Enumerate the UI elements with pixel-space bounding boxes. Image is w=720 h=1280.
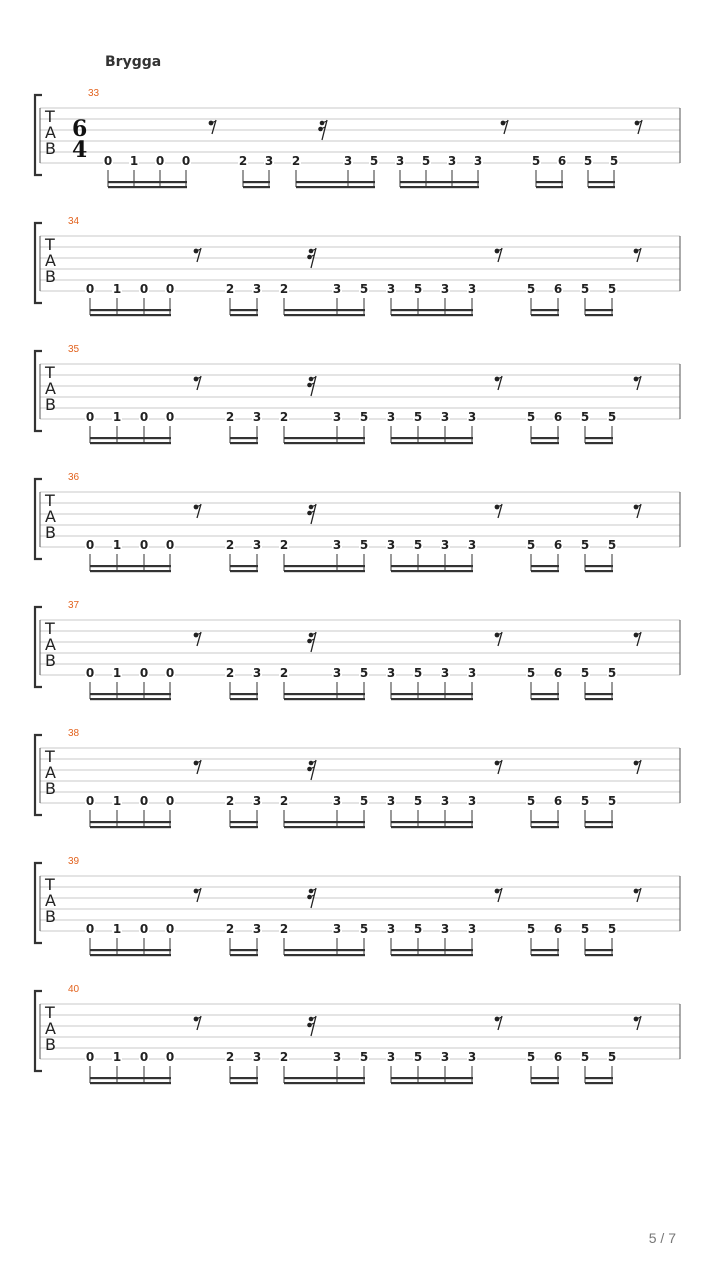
fret-number: 3 bbox=[467, 666, 477, 680]
fret-number: 0 bbox=[155, 154, 165, 168]
beam bbox=[531, 442, 559, 444]
fret-number: 0 bbox=[165, 794, 175, 808]
measure-number: 39 bbox=[68, 856, 80, 867]
fret-number: 3 bbox=[467, 282, 477, 296]
tab-clef-letter: A bbox=[45, 763, 56, 782]
fret-number: 3 bbox=[386, 666, 396, 680]
beam bbox=[391, 565, 473, 567]
beam bbox=[391, 570, 473, 572]
section-title: Brygga bbox=[105, 54, 162, 70]
fret-number: 0 bbox=[85, 922, 95, 936]
beam bbox=[284, 570, 365, 572]
fret-number: 5 bbox=[413, 794, 423, 808]
fret-number: 5 bbox=[609, 154, 619, 168]
fret-number: 5 bbox=[359, 282, 369, 296]
fret-number: 5 bbox=[607, 794, 617, 808]
fret-number: 5 bbox=[359, 794, 369, 808]
fret-number: 0 bbox=[165, 666, 175, 680]
beam bbox=[108, 181, 187, 183]
fret-number: 5 bbox=[413, 410, 423, 424]
beam bbox=[531, 826, 559, 828]
tab-clef-letter: T bbox=[45, 491, 55, 510]
beam bbox=[230, 698, 258, 700]
beam bbox=[585, 1077, 613, 1079]
fret-number: 5 bbox=[526, 1050, 536, 1064]
tab-clef-letter: A bbox=[45, 251, 56, 270]
fret-number: 5 bbox=[580, 794, 590, 808]
fret-number: 2 bbox=[225, 666, 235, 680]
fret-number: 3 bbox=[440, 794, 450, 808]
beam bbox=[531, 309, 559, 311]
tab-clef-letter: B bbox=[45, 139, 56, 158]
measure-number: 33 bbox=[88, 88, 100, 99]
fret-number: 3 bbox=[332, 282, 342, 296]
tab-clef-letter: T bbox=[45, 107, 55, 126]
fret-number: 0 bbox=[85, 666, 95, 680]
measure-number: 34 bbox=[68, 216, 80, 227]
fret-number: 0 bbox=[103, 154, 113, 168]
fret-number: 3 bbox=[252, 410, 262, 424]
beam bbox=[531, 693, 559, 695]
fret-number: 0 bbox=[165, 282, 175, 296]
beam bbox=[531, 821, 559, 823]
measure-number: 38 bbox=[68, 728, 80, 739]
fret-number: 3 bbox=[395, 154, 405, 168]
beam bbox=[230, 309, 258, 311]
beam bbox=[90, 314, 171, 316]
beam bbox=[585, 826, 613, 828]
beam bbox=[230, 1082, 258, 1084]
beam bbox=[391, 949, 473, 951]
measure-number: 35 bbox=[68, 344, 80, 355]
fret-number: 1 bbox=[112, 666, 122, 680]
fret-number: 0 bbox=[85, 282, 95, 296]
beam bbox=[90, 821, 171, 823]
fret-number: 3 bbox=[386, 1050, 396, 1064]
beam bbox=[585, 821, 613, 823]
beam bbox=[531, 565, 559, 567]
tab-clef-letter: A bbox=[45, 891, 56, 910]
fret-number: 3 bbox=[332, 794, 342, 808]
fret-number: 1 bbox=[129, 154, 139, 168]
fret-number: 3 bbox=[252, 922, 262, 936]
beam bbox=[391, 314, 473, 316]
tab-clef-letter: T bbox=[45, 875, 55, 894]
fret-number: 3 bbox=[440, 282, 450, 296]
fret-number: 5 bbox=[580, 282, 590, 296]
beam bbox=[585, 437, 613, 439]
fret-number: 3 bbox=[386, 538, 396, 552]
beam bbox=[90, 949, 171, 951]
fret-number: 1 bbox=[112, 410, 122, 424]
fret-number: 5 bbox=[526, 282, 536, 296]
fret-number: 5 bbox=[359, 922, 369, 936]
fret-number: 5 bbox=[526, 922, 536, 936]
beam bbox=[400, 186, 479, 188]
fret-number: 2 bbox=[225, 1050, 235, 1064]
fret-number: 5 bbox=[413, 538, 423, 552]
beam bbox=[536, 181, 563, 183]
beam bbox=[90, 826, 171, 828]
fret-number: 5 bbox=[359, 1050, 369, 1064]
fret-number: 2 bbox=[225, 922, 235, 936]
beam bbox=[90, 1077, 171, 1079]
beam bbox=[391, 309, 473, 311]
fret-number: 3 bbox=[386, 922, 396, 936]
beam bbox=[284, 314, 365, 316]
fret-number: 5 bbox=[607, 1050, 617, 1064]
beam bbox=[230, 1077, 258, 1079]
fret-number: 3 bbox=[473, 154, 483, 168]
beam bbox=[284, 821, 365, 823]
beam bbox=[230, 442, 258, 444]
beam bbox=[284, 309, 365, 311]
beam bbox=[585, 949, 613, 951]
fret-number: 1 bbox=[112, 538, 122, 552]
fret-number: 6 bbox=[553, 282, 563, 296]
fret-number: 0 bbox=[139, 1050, 149, 1064]
fret-number: 1 bbox=[112, 282, 122, 296]
fret-number: 5 bbox=[526, 794, 536, 808]
fret-number: 5 bbox=[526, 410, 536, 424]
fret-number: 3 bbox=[467, 538, 477, 552]
fret-number: 1 bbox=[112, 922, 122, 936]
beam bbox=[230, 826, 258, 828]
beam bbox=[588, 181, 615, 183]
beam bbox=[585, 442, 613, 444]
beam bbox=[585, 698, 613, 700]
beam bbox=[391, 1082, 473, 1084]
fret-number: 3 bbox=[447, 154, 457, 168]
fret-number: 3 bbox=[332, 410, 342, 424]
beam bbox=[90, 698, 171, 700]
fret-number: 5 bbox=[580, 538, 590, 552]
beam bbox=[230, 693, 258, 695]
beam bbox=[585, 1082, 613, 1084]
fret-number: 0 bbox=[139, 794, 149, 808]
fret-number: 2 bbox=[279, 410, 289, 424]
fret-number: 2 bbox=[279, 666, 289, 680]
beam bbox=[531, 1077, 559, 1079]
fret-number: 3 bbox=[440, 538, 450, 552]
tab-clef-letter: A bbox=[45, 507, 56, 526]
tab-clef-letter: B bbox=[45, 779, 56, 798]
beam bbox=[391, 442, 473, 444]
fret-number: 2 bbox=[279, 922, 289, 936]
fret-number: 5 bbox=[359, 666, 369, 680]
fret-number: 2 bbox=[279, 1050, 289, 1064]
beam bbox=[284, 949, 365, 951]
beam bbox=[531, 1082, 559, 1084]
fret-number: 2 bbox=[225, 410, 235, 424]
beam bbox=[90, 442, 171, 444]
tab-clef-letter: A bbox=[45, 635, 56, 654]
beam bbox=[391, 693, 473, 695]
fret-number: 5 bbox=[413, 666, 423, 680]
fret-number: 5 bbox=[531, 154, 541, 168]
beam bbox=[585, 565, 613, 567]
beam bbox=[90, 309, 171, 311]
beam bbox=[400, 181, 479, 183]
beam bbox=[391, 437, 473, 439]
fret-number: 0 bbox=[165, 922, 175, 936]
beam bbox=[585, 314, 613, 316]
fret-number: 3 bbox=[332, 666, 342, 680]
tab-clef-letter: B bbox=[45, 523, 56, 542]
fret-number: 5 bbox=[607, 410, 617, 424]
fret-number: 6 bbox=[553, 794, 563, 808]
beam bbox=[536, 186, 563, 188]
beam bbox=[585, 954, 613, 956]
beam bbox=[531, 570, 559, 572]
fret-number: 5 bbox=[607, 538, 617, 552]
fret-number: 2 bbox=[291, 154, 301, 168]
fret-number: 5 bbox=[607, 666, 617, 680]
beam bbox=[90, 1082, 171, 1084]
tab-clef-letter: A bbox=[45, 1019, 56, 1038]
beam bbox=[284, 1077, 365, 1079]
fret-number: 5 bbox=[526, 538, 536, 552]
beam bbox=[90, 565, 171, 567]
fret-number: 3 bbox=[386, 282, 396, 296]
fret-number: 0 bbox=[85, 410, 95, 424]
beam bbox=[230, 954, 258, 956]
fret-number: 3 bbox=[467, 922, 477, 936]
tab-clef-letter: T bbox=[45, 619, 55, 638]
beam bbox=[391, 1077, 473, 1079]
beam bbox=[585, 693, 613, 695]
measure-number: 37 bbox=[68, 600, 80, 611]
fret-number: 5 bbox=[580, 922, 590, 936]
fret-number: 0 bbox=[85, 794, 95, 808]
fret-number: 5 bbox=[359, 410, 369, 424]
beam bbox=[588, 186, 615, 188]
fret-number: 3 bbox=[467, 410, 477, 424]
fret-number: 5 bbox=[359, 538, 369, 552]
fret-number: 3 bbox=[332, 922, 342, 936]
tab-clef-letter: B bbox=[45, 395, 56, 414]
fret-number: 0 bbox=[139, 666, 149, 680]
time-signature-top: 6 bbox=[72, 116, 88, 142]
fret-number: 3 bbox=[252, 1050, 262, 1064]
beam bbox=[230, 949, 258, 951]
fret-number: 3 bbox=[332, 1050, 342, 1064]
beam bbox=[284, 437, 365, 439]
fret-number: 0 bbox=[139, 410, 149, 424]
fret-number: 3 bbox=[386, 794, 396, 808]
tab-clef-letter: T bbox=[45, 747, 55, 766]
tab-clef-letter: A bbox=[45, 379, 56, 398]
fret-number: 3 bbox=[440, 666, 450, 680]
tab-clef-letter: T bbox=[45, 235, 55, 254]
beam bbox=[391, 954, 473, 956]
measure-number: 40 bbox=[68, 984, 80, 995]
beam bbox=[284, 1082, 365, 1084]
fret-number: 6 bbox=[553, 538, 563, 552]
fret-number: 3 bbox=[386, 410, 396, 424]
fret-number: 0 bbox=[139, 538, 149, 552]
tab-clef-letter: B bbox=[45, 1035, 56, 1054]
fret-number: 3 bbox=[252, 282, 262, 296]
fret-number: 2 bbox=[279, 282, 289, 296]
tab-clef-letter: B bbox=[45, 267, 56, 286]
fret-number: 3 bbox=[440, 410, 450, 424]
fret-number: 5 bbox=[607, 282, 617, 296]
beam bbox=[284, 954, 365, 956]
fret-number: 0 bbox=[139, 922, 149, 936]
fret-number: 3 bbox=[440, 922, 450, 936]
fret-number: 2 bbox=[279, 794, 289, 808]
fret-number: 2 bbox=[225, 282, 235, 296]
beam bbox=[284, 565, 365, 567]
measure-number: 36 bbox=[68, 472, 80, 483]
beam bbox=[531, 698, 559, 700]
fret-number: 2 bbox=[225, 794, 235, 808]
fret-number: 6 bbox=[553, 1050, 563, 1064]
fret-number: 5 bbox=[413, 922, 423, 936]
beam bbox=[230, 565, 258, 567]
fret-number: 5 bbox=[580, 1050, 590, 1064]
beam bbox=[284, 698, 365, 700]
page-number: 5 / 7 bbox=[648, 1230, 676, 1246]
fret-number: 5 bbox=[413, 1050, 423, 1064]
beam bbox=[284, 442, 365, 444]
beam bbox=[90, 693, 171, 695]
fret-number: 5 bbox=[607, 922, 617, 936]
beam bbox=[243, 186, 270, 188]
fret-number: 0 bbox=[165, 1050, 175, 1064]
fret-number: 3 bbox=[467, 794, 477, 808]
fret-number: 0 bbox=[165, 410, 175, 424]
beam bbox=[230, 821, 258, 823]
beam bbox=[296, 181, 375, 183]
beam bbox=[531, 314, 559, 316]
fret-number: 5 bbox=[421, 154, 431, 168]
fret-number: 3 bbox=[440, 1050, 450, 1064]
fret-number: 0 bbox=[165, 538, 175, 552]
fret-number: 5 bbox=[580, 666, 590, 680]
beam bbox=[284, 693, 365, 695]
beam bbox=[108, 186, 187, 188]
fret-number: 5 bbox=[413, 282, 423, 296]
beam bbox=[531, 949, 559, 951]
fret-number: 1 bbox=[112, 1050, 122, 1064]
beam bbox=[391, 826, 473, 828]
fret-number: 1 bbox=[112, 794, 122, 808]
beam bbox=[243, 181, 270, 183]
beam bbox=[90, 954, 171, 956]
tab-clef-letter: T bbox=[45, 1003, 55, 1022]
tab-clef-letter: B bbox=[45, 907, 56, 926]
fret-number: 3 bbox=[264, 154, 274, 168]
tab-clef-letter: A bbox=[45, 123, 56, 142]
fret-number: 3 bbox=[343, 154, 353, 168]
fret-number: 3 bbox=[252, 794, 262, 808]
beam bbox=[531, 437, 559, 439]
beam bbox=[391, 821, 473, 823]
beam bbox=[531, 954, 559, 956]
fret-number: 3 bbox=[252, 666, 262, 680]
beam bbox=[90, 570, 171, 572]
beam bbox=[284, 826, 365, 828]
fret-number: 6 bbox=[553, 666, 563, 680]
fret-number: 2 bbox=[225, 538, 235, 552]
fret-number: 0 bbox=[139, 282, 149, 296]
fret-number: 2 bbox=[238, 154, 248, 168]
fret-number: 3 bbox=[252, 538, 262, 552]
fret-number: 5 bbox=[526, 666, 536, 680]
beam bbox=[230, 437, 258, 439]
beam bbox=[90, 437, 171, 439]
fret-number: 0 bbox=[85, 1050, 95, 1064]
fret-number: 6 bbox=[553, 410, 563, 424]
tab-clef-letter: T bbox=[45, 363, 55, 382]
time-signature-bottom: 4 bbox=[72, 137, 88, 163]
fret-number: 6 bbox=[553, 922, 563, 936]
fret-number: 3 bbox=[467, 1050, 477, 1064]
fret-number: 2 bbox=[279, 538, 289, 552]
fret-number: 3 bbox=[332, 538, 342, 552]
beam bbox=[230, 314, 258, 316]
beam bbox=[230, 570, 258, 572]
beam bbox=[585, 570, 613, 572]
fret-number: 5 bbox=[583, 154, 593, 168]
beam bbox=[296, 186, 375, 188]
fret-number: 0 bbox=[181, 154, 191, 168]
fret-number: 5 bbox=[580, 410, 590, 424]
fret-number: 6 bbox=[557, 154, 567, 168]
beam bbox=[585, 309, 613, 311]
fret-number: 5 bbox=[369, 154, 379, 168]
beam bbox=[391, 698, 473, 700]
fret-number: 0 bbox=[85, 538, 95, 552]
tab-clef-letter: B bbox=[45, 651, 56, 670]
